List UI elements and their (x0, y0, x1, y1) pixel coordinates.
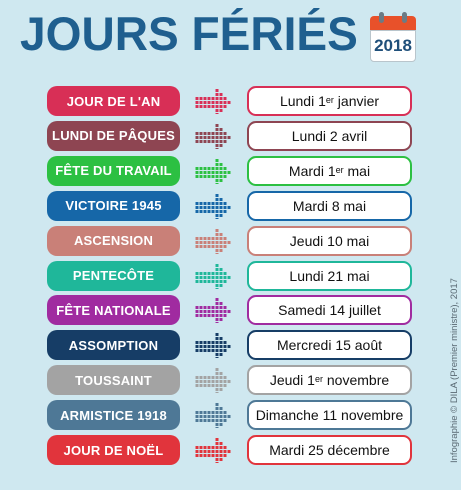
holiday-date-month: janvier (333, 93, 380, 109)
holiday-date-month: novembre (323, 372, 390, 389)
holiday-date: Mardi 1 $^{er}$ mai (247, 156, 412, 186)
holiday-date-text: Samedi 14 juillet (278, 302, 381, 319)
holiday-name: LUNDI DE PÂQUES (47, 121, 180, 151)
holiday-name: PENTECÔTE (47, 261, 180, 291)
dotted-arrow-icon (195, 123, 231, 149)
dotted-arrow-icon (195, 88, 231, 114)
dotted-arrow-icon (195, 193, 231, 219)
holiday-row (0, 365, 461, 395)
calendar-year: 2018 (370, 30, 416, 62)
holiday-name: FÊTE DU TRAVAIL (47, 156, 180, 186)
holiday-date-text: Mardi 1 (288, 162, 336, 179)
holiday-date-month: mai (343, 162, 371, 179)
holiday-date (247, 400, 412, 430)
holiday-date-text: Mardi 25 décembre (269, 442, 390, 458)
holiday-row (0, 191, 461, 221)
holiday-date-text: Jeudi 1 (269, 372, 315, 389)
holiday-name: JOUR DE L'AN (47, 86, 180, 116)
holiday-name: VICTOIRE 1945 (47, 191, 180, 221)
dotted-arrow-icon (195, 437, 231, 463)
holiday-date-text: Lundi 1 (279, 93, 326, 109)
holiday-date-text: Lundi 21 mai (289, 267, 370, 284)
holiday-row (0, 261, 461, 291)
holiday-date: Jeudi 1 $^{er}$ novembre (247, 365, 412, 395)
holiday-date: Lundi 1 $^{er}$ janvier (247, 86, 412, 116)
holiday-date-text: Lundi 2 avril (291, 127, 368, 144)
holiday-row (0, 295, 461, 325)
holiday-date-text: Mardi 8 mai (292, 197, 367, 214)
holiday-date (247, 330, 412, 360)
holiday-row (0, 86, 461, 116)
holiday-row (0, 226, 461, 256)
dotted-arrow-icon (195, 263, 231, 289)
holiday-row (0, 330, 461, 360)
holiday-name: FÊTE NATIONALE (47, 295, 180, 325)
dotted-arrow-icon (195, 402, 231, 428)
holiday-date (247, 295, 412, 325)
dotted-arrow-icon (195, 228, 231, 254)
holiday-name: JOUR DE NOËL (47, 435, 180, 465)
dotted-arrow-icon (195, 297, 231, 323)
holiday-date-text: Mercredi 15 août (276, 337, 383, 354)
calendar-ring-icon (402, 12, 407, 23)
dotted-arrow-icon (195, 332, 231, 358)
holiday-row (0, 121, 461, 151)
calendar-ring-icon (379, 12, 384, 23)
holiday-date-text: Jeudi 10 mai (289, 232, 370, 249)
holiday-row (0, 435, 461, 465)
holiday-date (247, 226, 412, 256)
holiday-name: TOUSSAINT (47, 365, 180, 395)
holiday-row (0, 400, 461, 430)
holiday-date (247, 191, 412, 221)
credit-text: Infographie © DILA (Premier ministre), 2017 (449, 278, 460, 463)
holiday-date (247, 121, 412, 151)
dotted-arrow-icon (195, 158, 231, 184)
holiday-name: ARMISTICE 1918 (47, 400, 180, 430)
calendar-icon (370, 12, 416, 62)
holiday-name: ASSOMPTION (47, 330, 180, 360)
dotted-arrow-icon (195, 367, 231, 393)
holiday-date (247, 435, 412, 465)
page-title: JOURS FÉRIÉS (20, 7, 358, 60)
holiday-date (247, 261, 412, 291)
holiday-name: ASCENSION (47, 226, 180, 256)
holiday-row (0, 156, 461, 186)
holiday-date-text: Dimanche 11 novembre (255, 407, 404, 424)
